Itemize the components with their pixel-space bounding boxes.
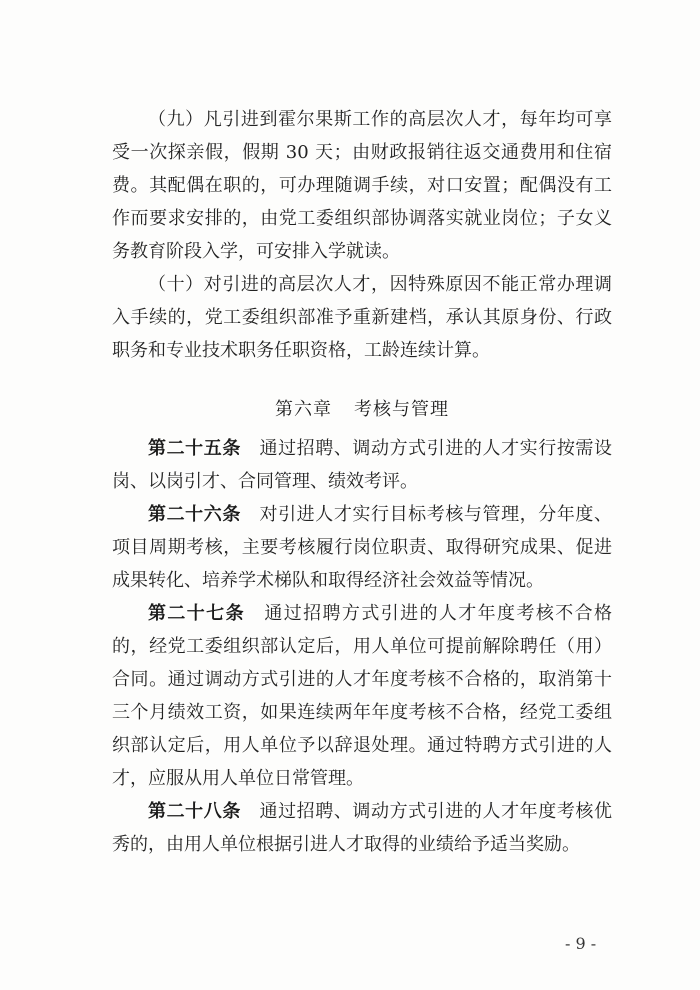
article-label: 第二十八条 — [148, 801, 241, 822]
article-text: 通过招聘、调动方式引进的人才年度考核优秀的，由用人单位根据引进人才取得的业绩给予适当奖励。 — [112, 801, 613, 855]
document-body — [112, 103, 612, 861]
article-text: 通过招聘方式引进的人才年度考核不合格的，经党工委组织部认定后，用人单位可提前解除聘任（用）合同。通过调动方式引进的人才年度考核不合格的，取消第十三个月绩效工资，如果连续两年年度考核不合格，经党工委组织部认定后，用人单位予以辞退处理。通过特聘方式引进的人才，应服从用人单位日常管理。 — [112, 603, 613, 789]
article-28 — [112, 795, 612, 861]
article-26 — [112, 498, 612, 597]
article-label: 第二十五条 — [148, 438, 241, 459]
page-number: - 9 - — [565, 934, 597, 953]
article-25 — [112, 432, 612, 498]
article-text: 通过招聘、调动方式引进的人才实行按需设岗、以岗引才、合同管理、绩效考评。 — [112, 438, 613, 492]
chapter-title: 考核与管理 — [354, 399, 449, 420]
article-text: 对引进人才实行目标考核与管理，分年度、项目周期考核，主要考核履行岗位职责、取得研究成果、促进成果转化、培养学术梯队和取得经济社会效益等情况。 — [112, 504, 613, 591]
chapter-number: 第六章 — [275, 399, 332, 420]
paragraph-item-10: （十）对引进的高层次人才，因特殊原因不能正常办理调入手续的，党工委组织部准予重新建档，承认其原身份、行政职务和专业技术职务任职资格，工龄连续计算。 — [112, 274, 612, 361]
article-label: 第二十七条 — [148, 603, 245, 624]
article-label: 第二十六条 — [148, 504, 241, 525]
paragraph-item-9: （九）凡引进到霍尔果斯工作的高层次人才，每年均可享受一次探亲假，假期 30 天；由财政报销往返交通费用和住宿费。其配偶在职的，可办理随调手续，对口安置；配偶没有工作而要求安排的，由党工委组织部协调落实就业岗位；子女义务教育阶段入学，可安排入学就读。 — [112, 109, 612, 262]
chapter-heading — [112, 393, 612, 426]
article-27 — [112, 597, 612, 795]
